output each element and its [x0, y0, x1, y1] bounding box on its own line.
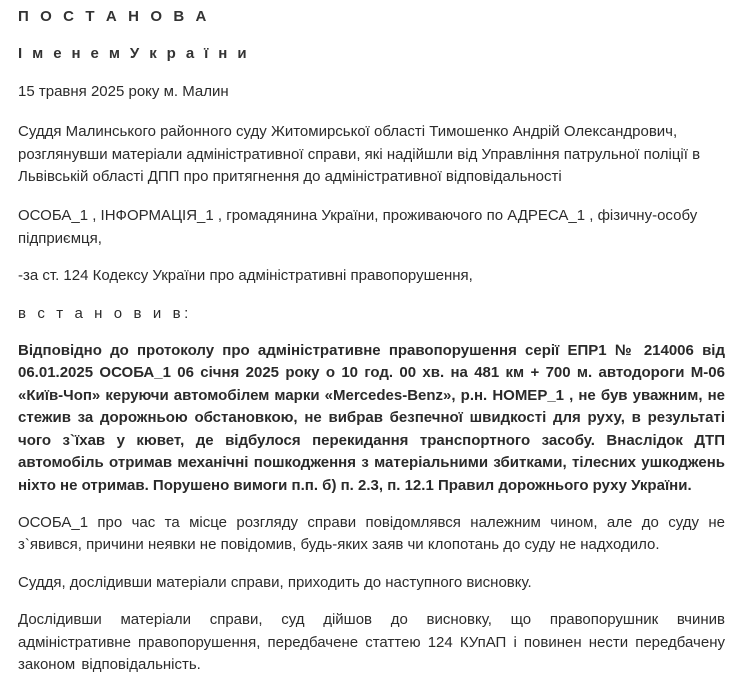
- document-title: П О С Т А Н О В А: [18, 8, 210, 25]
- party-paragraph: ОСОБА_1 , ІНФОРМАЦІЯ_1 , громадянина України, проживаючого по АДРЕСА_1 , фізичну-особу підприємця,: [18, 207, 698, 247]
- established-heading: в с т а н о в и в:: [18, 304, 192, 322]
- document-subtitle: І м е н е м У к р а ї н и: [18, 45, 250, 63]
- absence-paragraph: ОСОБА_1 про час та місце розгляду справи повідомлявся належним чином, але до суду не з`явився, причини неявки не повідомив, будь-яких заяв чи клопотань до суду не надходило.: [18, 513, 725, 554]
- judge-paragraph: Суддя Малинського районного суду Житомирської області Тимошенко Андрій Олександрович, розглянувши матеріали адміністративної справи, які надійшли від Управління патрульної поліції в Львівській області ДПП про притягнення до адміністративної відповідальності: [18, 123, 701, 186]
- date-line: 15 травня 2025 року м. Малин: [18, 82, 229, 100]
- facts-paragraph: Відповідно до протоколу про адміністративне правопорушення серії ЕПР1 № 214006 від 06.01.2025 ОСОБА_1 06 січня 2025 року о 10 год. 00 хв. на 481 км + 700 м. автодороги М-06 «Київ-Чоп» керуючи автомобілем марки «Mercedes-Benz», р.н. НОМЕР_1 , не був уважним, не стежив за дорожньою обстановкою, не вибрав безпечної швидкості для руху, в результаті чого з`їхав у кювет, де відбулося перекидання транспортного засобу. Внаслідок ДТП автомобіль отримав механічні пошкодження з матеріальними збитками, тілесних ушкоджень ніхто не отримав. Порушено вимоги п.п. б) п. 2.3, п. 12.1 Правил дорожнього руху України.: [18, 342, 725, 494]
- article-paragraph: -за ст. 124 Кодексу України про адміністративні правопорушення,: [18, 267, 473, 285]
- conclusion-paragraph: Дослідивши матеріали справи, суд дійшов до висновку, що правопорушник вчинив адміністративне правопорушення, передбачене статтею 124 КУпАП і повинен нести передбачену законом відповідальність.: [18, 611, 725, 673]
- judge-examined-paragraph: Суддя, дослідивши матеріали справи, приходить до наступного висновку.: [18, 573, 532, 591]
